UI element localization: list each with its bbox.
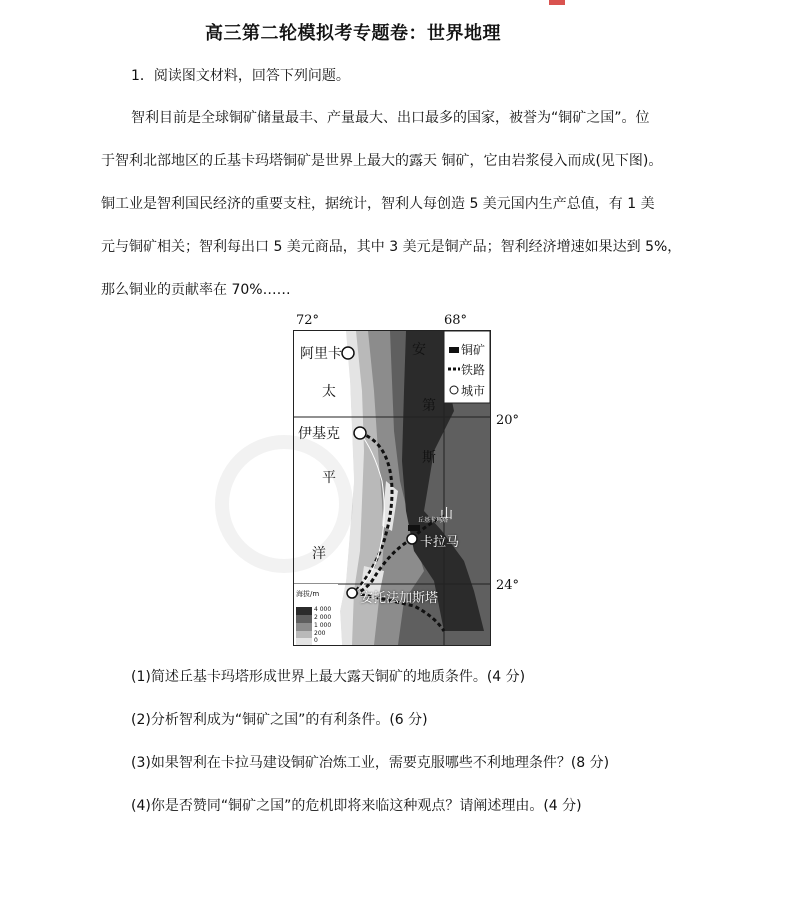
elevation-level-0: 0 xyxy=(314,637,318,644)
legend-railway-label: 铁路 xyxy=(461,363,486,377)
corner-mark xyxy=(549,0,565,5)
andes-label-3: 斯 xyxy=(422,450,436,466)
city-calama-dot xyxy=(407,534,417,544)
paragraph-line-1: 智利目前是全球铜矿储量最丰、产量最大、出口最多的国家，被誉为“铜矿之国”。位 xyxy=(131,110,650,126)
question-3: (3)如果智利在卡拉马建设铜矿冶炼工业，需要克服哪些不利地理条件？(8 分) xyxy=(131,755,610,771)
elevation-level-200: 200 xyxy=(314,630,326,637)
paragraph-line-4: 元与铜矿相关；智利每出口 5 美元商品，其中 3 美元是铜产品；智利经济增速如果达到 5%， xyxy=(101,239,682,255)
ocean-label-1: 太 xyxy=(322,384,336,400)
city-iquique-dot xyxy=(354,427,366,439)
page-title: 高三第二轮模拟考专题卷：世界地理 xyxy=(205,23,501,44)
elev-swatch-1000 xyxy=(296,623,312,631)
city-label-calama: 卡拉马 xyxy=(420,535,460,550)
elevation-legend-title: 海拔/m xyxy=(296,590,320,598)
question-2: (2)分析智利成为“铜矿之国”的有利条件。(6 分) xyxy=(131,712,428,728)
chile-copper-map xyxy=(293,330,491,646)
legend-copper-swatch xyxy=(449,347,459,353)
coord-lat-bottom: 24° xyxy=(496,578,520,593)
paragraph-line-5: 那么铜业的贡献率在 70%…… xyxy=(101,282,291,298)
legend-city-swatch xyxy=(450,386,458,394)
legend-copper-label: 铜矿 xyxy=(461,343,486,357)
paragraph-line-3: 铜工业是智利国民经济的重要支柱，据统计，智利人每创造 5 美元国内生产总值，有 1 美 xyxy=(101,196,655,212)
elevation-level-2000: 2 000 xyxy=(314,614,332,621)
ocean-label-2: 平 xyxy=(322,470,336,486)
elev-swatch-4000 xyxy=(296,607,312,615)
city-label-iquique: 伊基克 xyxy=(298,426,340,442)
coord-lat-top: 20° xyxy=(496,413,520,428)
copper-mine-mark xyxy=(408,525,420,531)
andes-label-2: 第 xyxy=(422,398,436,414)
city-arica-dot xyxy=(342,347,354,359)
question-intro: 1．阅读图文材料，回答下列问题。 xyxy=(131,68,350,84)
ocean-label-3: 洋 xyxy=(312,546,326,562)
legend-city-label: 城市 xyxy=(461,384,486,398)
andes-label-4: 山 xyxy=(440,507,454,522)
elev-swatch-2000 xyxy=(296,615,312,623)
mine-label: 丘基卡玛塔 xyxy=(418,517,449,524)
elevation-level-4000: 4 000 xyxy=(314,606,332,613)
question-1: (1)简述丘基卡玛塔形成世界上最大露天铜矿的地质条件。(4 分) xyxy=(131,669,526,685)
paragraph-line-2: 于智利北部地区的丘基卡玛塔铜矿是世界上最大的露天 铜矿，它由岩浆侵入而成(见下图)。 xyxy=(101,153,663,169)
elev-swatch-0 xyxy=(296,638,312,645)
city-antofagasta-dot xyxy=(347,588,357,598)
elev-swatch-200 xyxy=(296,631,312,638)
city-label-antofagasta: 安托法加斯塔 xyxy=(360,591,439,606)
city-label-arica: 阿里卡 xyxy=(300,346,342,362)
elevation-level-1000: 1 000 xyxy=(314,622,332,629)
question-4: (4)你是否赞同“铜矿之国”的危机即将来临这种观点？请阐述理由。(4 分) xyxy=(131,798,582,814)
coord-lon-left: 72° xyxy=(296,313,320,328)
coord-lon-right: 68° xyxy=(444,313,468,328)
andes-label-1: 安 xyxy=(412,342,426,358)
